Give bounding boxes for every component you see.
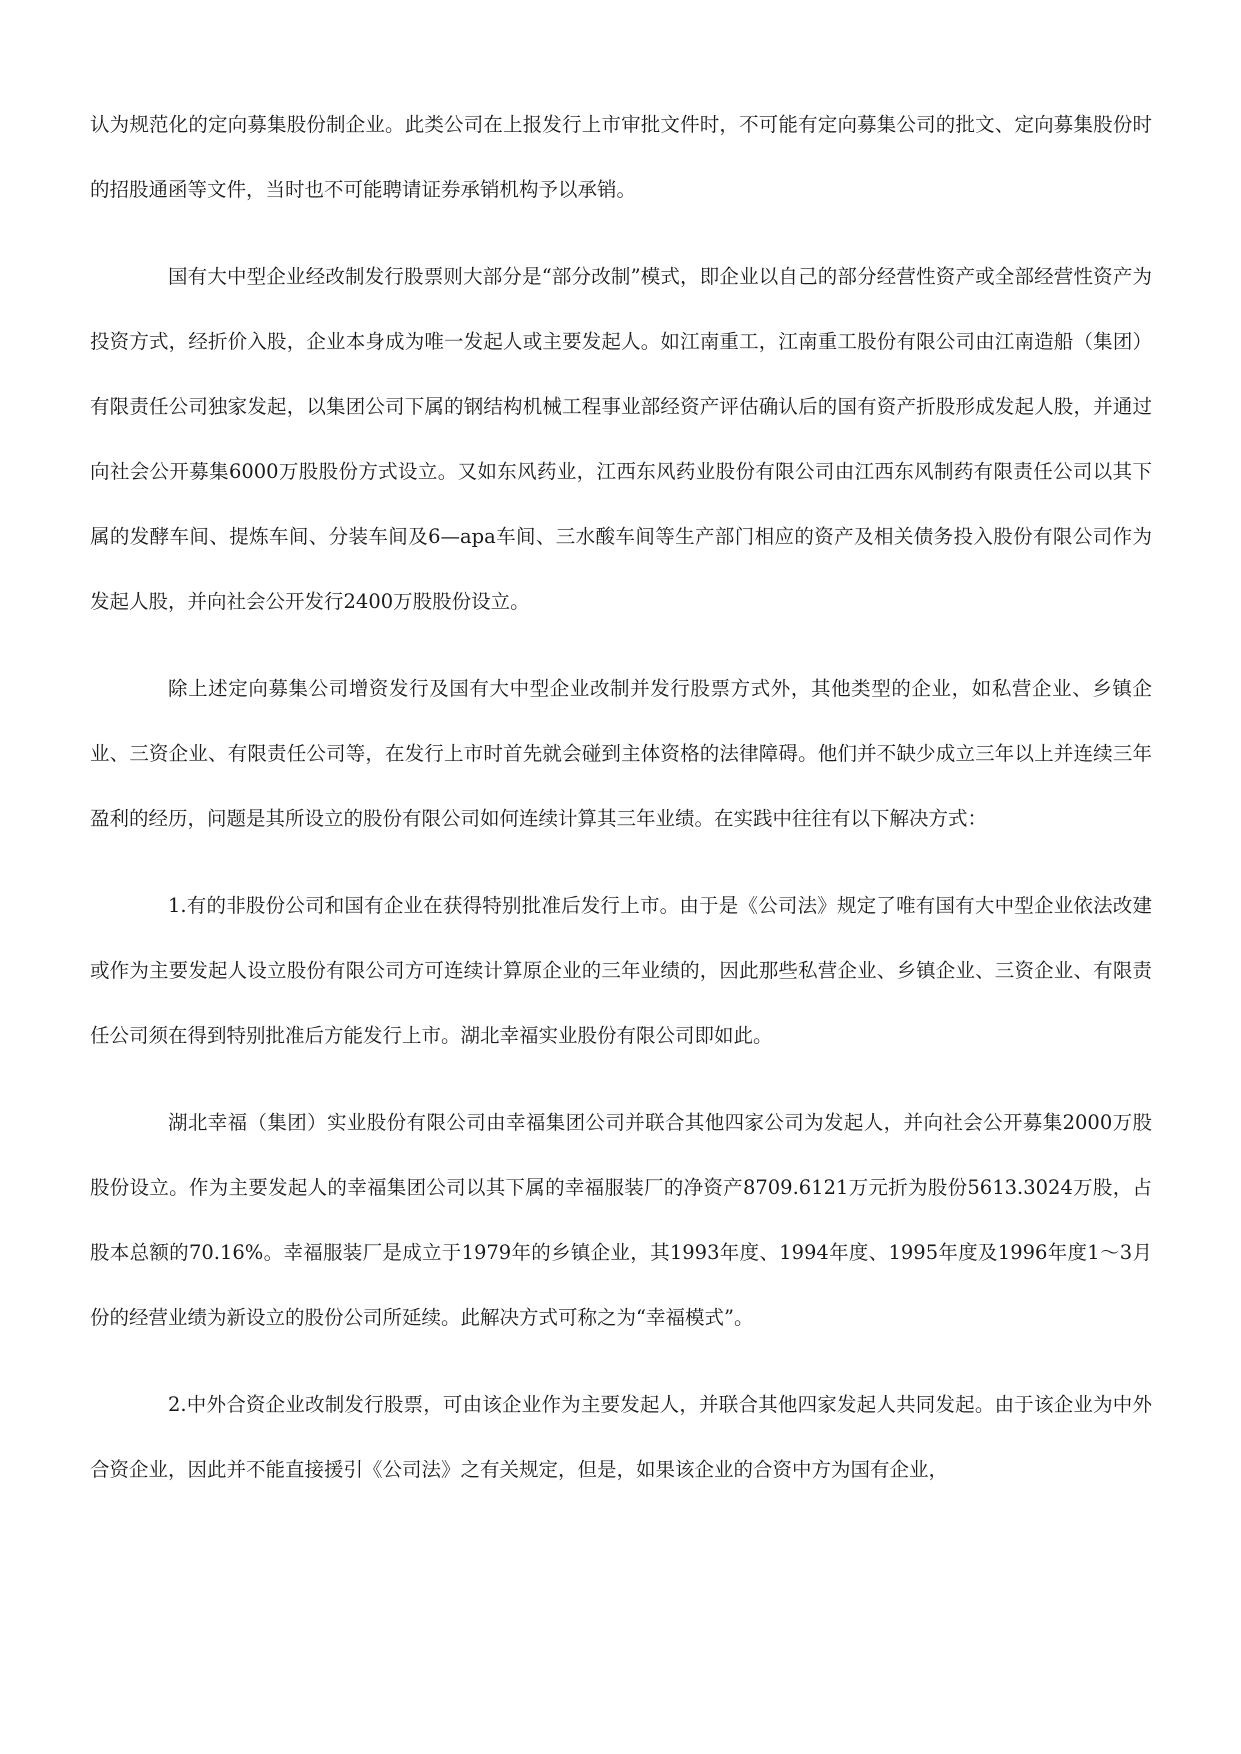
paragraph-spacer: [90, 851, 1152, 873]
paragraph-spacer: [90, 1350, 1152, 1372]
paragraph-6: 2.中外合资企业改制发行股票，可由该企业作为主要发起人，并联合其他四家发起人共同发起。由于该企业为中外合资企业，因此并不能直接援引《公司法》之有关规定，但是，如果该企业的合资中方为国有企业，: [90, 1393, 1152, 1481]
paragraph-spacer: [90, 634, 1152, 656]
paragraph-spacer: [90, 222, 1152, 244]
paragraph-spacer: [90, 1068, 1152, 1090]
paragraph-1: 认为规范化的定向募集股份制企业。此类公司在上报发行上市审批文件时，不可能有定向募集公司的批文、定向募集股份时的招股通函等文件，当时也不可能聘请证券承销机构予以承销。: [90, 113, 1152, 201]
paragraph-5: 湖北幸福（集团）实业股份有限公司由幸福集团公司并联合其他四家公司为发起人，并向社会公开募集2000万股股份设立。作为主要发起人的幸福集团公司以其下属的幸福服装厂的净资产8709.6121万元折为股份5613.3024万股，占股本总额的70.16%。幸福服装厂是成立于1979年的乡镇企业，其1993年度、1994年度、1995年度及1996年度1～3月份的经营业绩为新设立的股份公司所延续。此解决方式可称之为“幸福模式”。: [90, 1111, 1152, 1329]
paragraph-4: 1.有的非股份公司和国有企业在获得特别批准后发行上市。由于是《公司法》规定了唯有国有大中型企业依法改建或作为主要发起人设立股份有限公司方可连续计算原企业的三年业绩的，因此那些私营企业、乡镇企业、三资企业、有限责任公司须在得到特别批准后方能发行上市。湖北幸福实业股份有限公司即如此。: [90, 894, 1152, 1047]
document-page: [90, 92, 1152, 1502]
paragraph-3: 除上述定向募集公司增资发行及国有大中型企业改制并发行股票方式外，其他类型的企业，如私营企业、乡镇企业、三资企业、有限责任公司等，在发行上市时首先就会碰到主体资格的法律障碍。他们并不缺少成立三年以上并连续三年盈利的经历，问题是其所设立的股份有限公司如何连续计算其三年业绩。在实践中往往有以下解决方式：: [90, 677, 1152, 830]
paragraph-2: 国有大中型企业经改制发行股票则大部分是“部分改制”模式，即企业以自己的部分经营性资产或全部经营性资产为投资方式，经折价入股，企业本身成为唯一发起人或主要发起人。如江南重工，江南重工股份有限公司由江南造船（集团）有限责任公司独家发起，以集团公司下属的钢结构机械工程事业部经资产评估确认后的国有资产折股形成发起人股，并通过向社会公开募集6000万股股份方式设立。又如东风药业，江西东风药业股份有限公司由江西东风制药有限责任公司以其下属的发酵车间、提炼车间、分装车间及6—apa车间、三水酸车间等生产部门相应的资产及相关债务投入股份有限公司作为发起人股，并向社会公开发行2400万股股份设立。: [90, 265, 1152, 613]
